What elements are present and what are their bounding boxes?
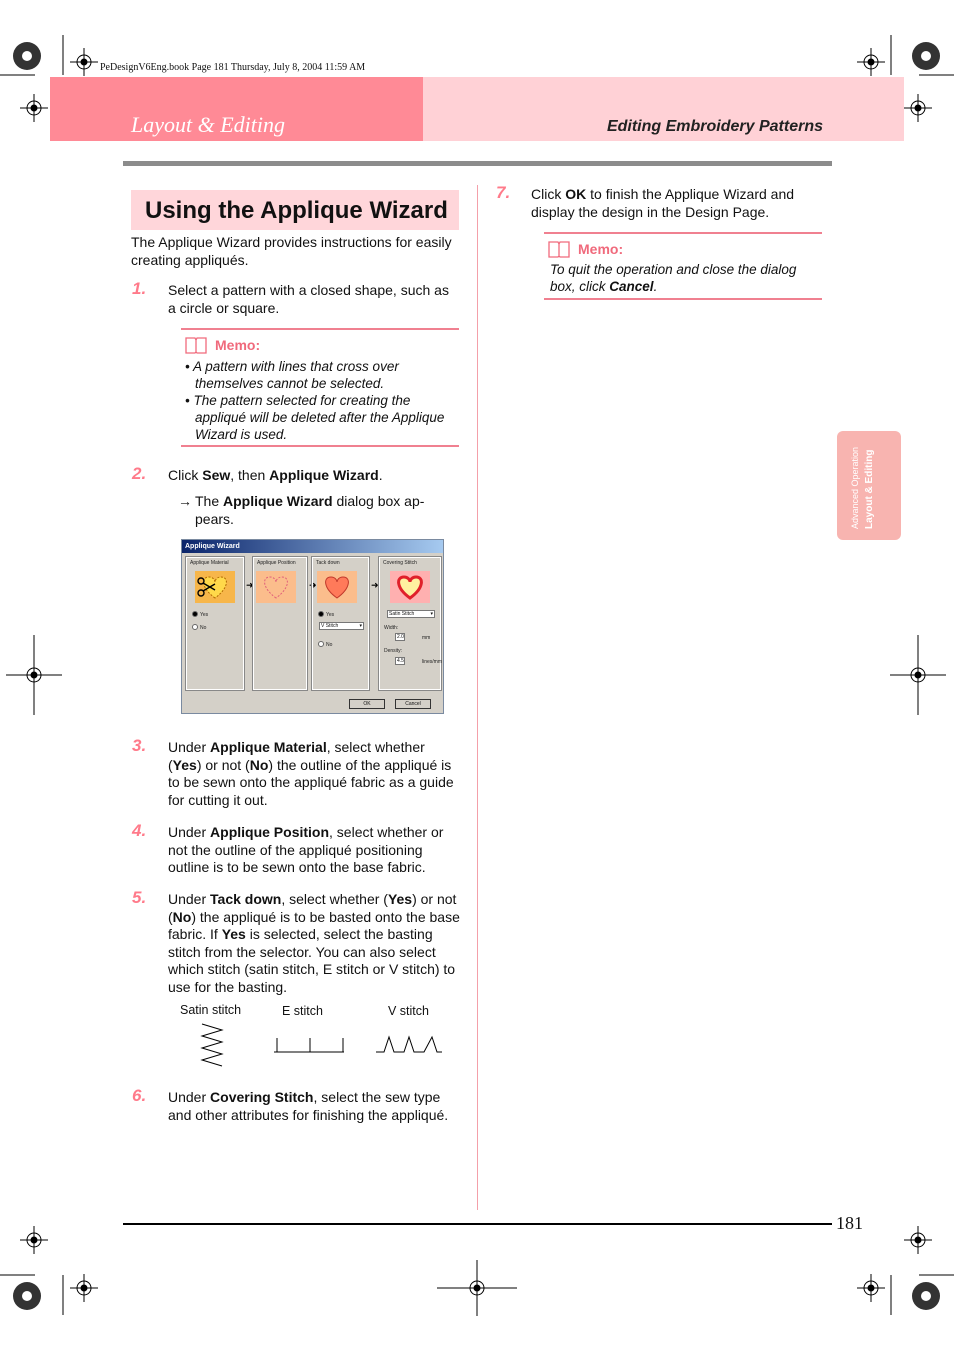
memo-box	[181, 328, 459, 447]
step-text: Click OK to finish the Applique Wizard and display the design in the Design Page.	[531, 186, 795, 220]
step-number: 6.	[132, 1086, 147, 1105]
chapter-side-tab	[837, 431, 901, 540]
radio-selected-icon	[318, 611, 324, 617]
page-title: Using the Applique Wizard	[145, 197, 448, 224]
arrow-right-icon: ➜	[309, 580, 317, 590]
intro-text: The Applique Wizard provides instructions for easily creating appliqués.	[131, 234, 452, 268]
arrow-right-icon: ➜	[371, 580, 379, 590]
cover-stitch-select: Satin Stitch ▾	[389, 611, 433, 617]
step-number: 3.	[132, 736, 147, 755]
memo-text: To quit the operation and close the dialog box, click Cancel.	[550, 262, 797, 294]
tack-stitch-select: V Stitch ▾	[321, 623, 362, 629]
result-arrow-icon: →	[178, 493, 192, 509]
e-stitch-label: E stitch	[282, 1004, 323, 1018]
chevron-down-icon: ▾	[359, 623, 362, 629]
chevron-down-icon: ▾	[430, 611, 433, 617]
page-title-box	[131, 190, 459, 230]
ok-button: OK	[349, 699, 385, 709]
chapter-title: Editing Embroidery Patterns	[606, 118, 823, 135]
memo-box	[544, 232, 822, 300]
radio-icon	[318, 641, 324, 647]
group-covering-stitch: Covering Stitch Satin Stitch ▾ Width: 2.0 mm Density: 4.5 lines/mm	[379, 557, 441, 690]
step-number: 7.	[496, 183, 511, 202]
dialog-title: Applique Wizard	[182, 540, 443, 553]
memo-label: Memo:	[578, 241, 624, 257]
v-stitch-label: V stitch	[388, 1004, 429, 1018]
group-applique-material: Applique Material Yes No	[186, 557, 244, 690]
top-rule	[123, 161, 832, 166]
step-text: Under Tack down, select whether (Yes) or not (No) the appliqué is to be basted onto the base fabric. If Yes is selected, select the basting stitch from the selector. You can also select which stitch (satin stitch, E stitch or V stitch) to use for the basting.	[168, 891, 460, 995]
step-number: 2.	[132, 464, 147, 483]
book-icon	[548, 240, 570, 258]
step-text: Under Applique Position, select whether or not the outline of the appliqué positioning outline is to be sewn onto the base fabric.	[168, 824, 444, 875]
side-tab-line2: Layout & Editing	[864, 449, 875, 529]
step-number: 1.	[132, 279, 147, 298]
column-divider	[477, 185, 478, 1210]
side-tab-line1: Advanced Operation	[850, 446, 860, 529]
print-meta: PeDesignV6Eng.book Page 181 Thursday, July 8, 2004 11:59 AM	[100, 62, 366, 73]
v-stitch-icon	[374, 1034, 444, 1056]
scissors-heart-icon	[195, 571, 235, 603]
section-title: Layout & Editing	[131, 112, 285, 137]
width-field: 2.0	[397, 634, 404, 640]
group-tack-down: Tack down Yes V Stitch ▾ No	[312, 557, 369, 690]
radio-icon	[192, 624, 198, 630]
applique-wizard-dialog	[181, 539, 444, 714]
memo-item: • The pattern selected for creating the appliqué will be deleted after the Applique Wizard is used.	[185, 393, 445, 442]
satin-stitch-icon	[196, 1020, 228, 1072]
density-field: 4.5	[397, 658, 404, 664]
page-number: 181	[836, 1213, 863, 1233]
step-number: 4.	[132, 821, 147, 840]
step-text: Click Sew, then Applique Wizard.	[168, 467, 383, 483]
e-stitch-icon	[272, 1034, 346, 1056]
covering-heart-icon	[390, 571, 430, 603]
bottom-rule	[123, 1223, 832, 1225]
cancel-button: Cancel	[395, 699, 431, 709]
step-result: The Applique Wizard dialog box ap-pears.	[195, 493, 425, 527]
book-icon	[185, 336, 207, 354]
group-applique-position: Applique Position	[253, 557, 307, 690]
satin-stitch-label: Satin stitch	[180, 1003, 242, 1017]
memo-label: Memo:	[215, 337, 261, 353]
tackdown-heart-icon	[317, 571, 357, 603]
position-heart-icon	[256, 571, 296, 603]
step-text: Under Applique Material, select whether (Yes) or not (No) the outline of the appliqué is to be sewn onto the appliqué fabric as a guide for cutting it out.	[168, 739, 454, 808]
radio-selected-icon	[192, 611, 198, 617]
step-text: Select a pattern with a closed shape, such as a circle or square.	[168, 282, 449, 316]
arrow-right-icon: ➜	[246, 580, 254, 590]
step-text: Under Covering Stitch, select the sew type and other attributes for finishing the appliqué.	[168, 1089, 449, 1123]
memo-item: • A pattern with lines that cross over themselves cannot be selected.	[185, 359, 399, 391]
step-number: 5.	[132, 888, 147, 907]
